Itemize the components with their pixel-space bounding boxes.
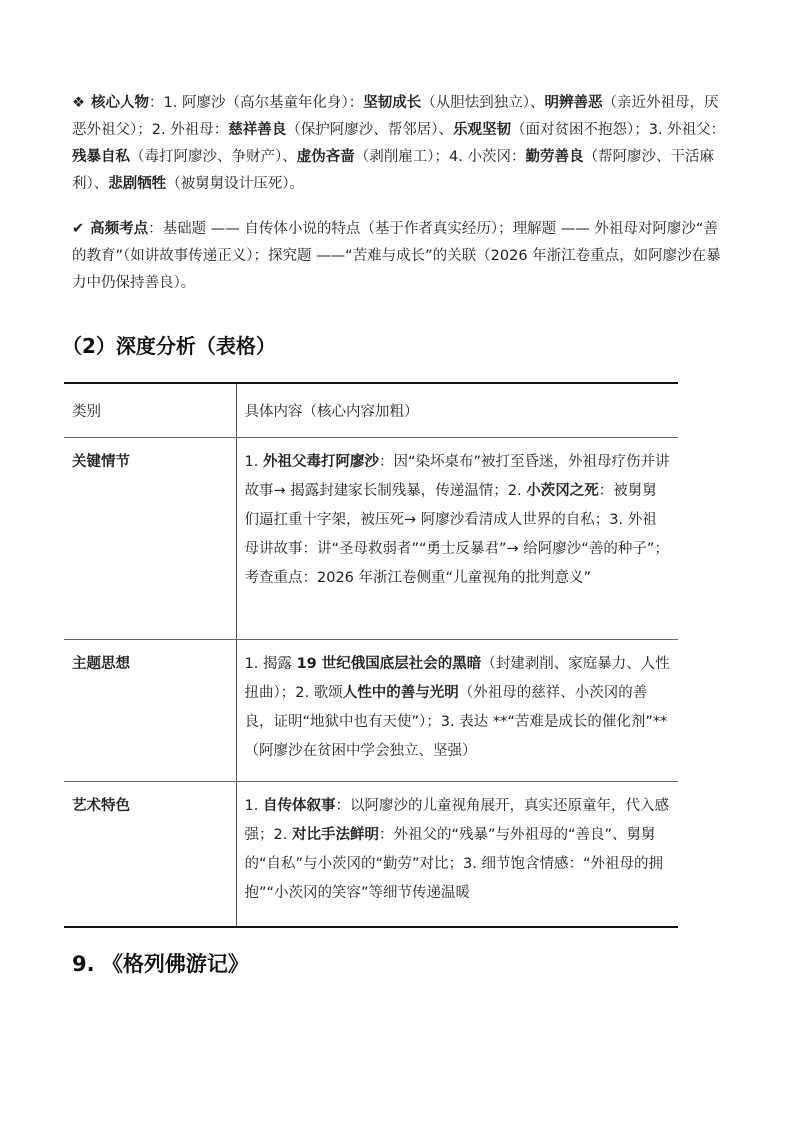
bold-text: 残暴自私 (72, 149, 130, 165)
exam-points-text (72, 221, 721, 291)
text-run: （毒打阿廖沙、争财产）、 (130, 149, 297, 165)
row-content-theme (236, 639, 678, 781)
row-label-theme: 主题思想 (64, 639, 236, 781)
text-run: 基础题 —— 自传体小说的特点（基于作者真实经历）；理解题 —— 外祖母对阿廖沙“善的教育”（如讲故事传递正义）；探究题 ——“苦难与成长”的关联（2026 年浙江卷重点，如阿廖沙在暴力中仍保持善良）。 (72, 221, 721, 291)
bold-text: 乐观坚韧 (452, 122, 511, 138)
table-header-row (64, 383, 678, 437)
text-run: 1. 揭露 (244, 655, 297, 672)
text-run: ：因“染坏桌布”被打至昏迷，外祖母疗伤并讲故事→ 揭露封建家长制残暴，传递温情；2. (244, 453, 670, 499)
text-run: （保护阿廖沙、帮邻居）、 (286, 122, 453, 138)
text-run: （封建剥削、家庭暴力、人性扭曲）；2. 歌颂 (244, 655, 670, 701)
row-content-art-features (236, 781, 678, 927)
diamond-bullet-icon: ❖ (72, 95, 85, 111)
table-header-category: 类别 (64, 383, 236, 437)
text-run: （被舅舅设计压死）。 (166, 176, 304, 192)
table-row (64, 781, 678, 927)
row-label-art-features: 艺术特色 (64, 781, 236, 927)
bold-text: 外祖父毒打阿廖沙 (262, 453, 379, 470)
text-run: （面对贫困不抱怨）；3. 外祖父： (510, 122, 726, 138)
row-content-key-plot (236, 437, 678, 639)
bold-text: 坚韧成长 (363, 95, 422, 111)
bold-text: 虚伪吝啬 (296, 149, 355, 165)
bold-text: 明辨善恶 (544, 95, 603, 111)
text-run: 1. (244, 453, 263, 470)
bold-text: 勤劳善良 (525, 149, 584, 165)
text-run: （外祖母的慈祥、小茨冈的善良，证明“地狱中也有天使”）；3. 表达 **“苦难是成长的催化剂”**（阿廖沙在贫困中学会独立、坚强） (244, 684, 668, 759)
bold-text: 19 世纪俄国底层社会的黑暗 (296, 655, 482, 672)
bold-text: 小茨冈之死 (526, 482, 599, 499)
text-run: （亲近外祖母，厌恶外祖父）；2. 外祖母： (72, 95, 719, 138)
table-row (64, 639, 678, 781)
table-row (64, 437, 678, 639)
text-run: ：以阿廖沙的儿童视角展开，真实还原童年，代入感强；2. (244, 797, 669, 843)
exam-points-paragraph: ✔ 高频考点：基础题 —— 自传体小说的特点（基于作者真实经历）；理解题 —— 外祖母对阿廖沙“善的教育”（如讲故事传递正义）；探究题 ——“苦难与成长”的关联（2026 年浙江卷重点，如阿廖沙在暴力中仍保持善良）。 (72, 221, 721, 291)
analysis-table (64, 382, 678, 928)
text-run: （帮阿廖沙、干活麻利）、 (72, 149, 714, 192)
row-label-key-plot: 关键情节 (64, 437, 236, 639)
core-characters-title: 核心人物 (91, 95, 149, 111)
text-run: ：被舅舅们逼扛重十字架，被压死→ 阿廖沙看清成人世界的自私；3. 外祖母讲故事：讲“圣母救弱者”“勇士反暴君”→ 给阿廖沙“善的种子”；考查重点：2026 年浙江卷侧重“儿童视角的批判意义” (244, 482, 669, 586)
checkmark-icon: ✔ (72, 221, 85, 237)
bold-text: 自传体叙事 (262, 797, 336, 814)
core-characters-text (72, 95, 725, 192)
section-heading-deep-analysis: （2）深度分析（表格） (62, 334, 276, 358)
text-run: （从胆怯到独立）、 (421, 95, 545, 111)
text-run: 1. (244, 797, 263, 814)
bold-text: 对比手法鲜明 (291, 826, 379, 843)
text-run: （剥削雇工）；4. 小茨冈： (354, 149, 526, 165)
text-run: ：外祖父的“残暴”与外祖母的“善良”、舅舅的“自私”与小茨冈的“勤劳”对比；3. 细节饱含情感：“外祖母的拥抱”“小茨冈的笑容”等细节传递温暖 (244, 826, 664, 901)
section-heading-gulliver: 9. 《格列佛游记》 (72, 952, 249, 976)
text-run: 1. 阿廖沙（高尔基童年化身）： (163, 95, 364, 111)
bold-text: 慈祥善良 (228, 122, 287, 138)
table-header-content: 具体内容（核心内容加粗） (236, 383, 678, 437)
exam-points-title: 高频考点 (90, 221, 149, 237)
bold-text: 悲剧牺牲 (108, 176, 167, 192)
bold-text: 人性中的善与光明 (342, 684, 459, 701)
core-characters-paragraph: ❖ 核心人物：1. 阿廖沙（高尔基童年化身）：坚韧成长（从胆怯到独立）、明辨善恶（亲近外祖母，厌恶外祖父）；2. 外祖母：慈祥善良（保护阿廖沙、帮邻居）、乐观坚韧（面对贫困不抱怨）；3. 外祖父：残暴自私（毒打阿廖沙、争财产）、虚伪吝啬（剥削雇工）；4. 小茨冈：勤劳善良（帮阿廖沙、干活麻利）、悲剧牺牲（被舅舅设计压死）。 (72, 95, 726, 192)
